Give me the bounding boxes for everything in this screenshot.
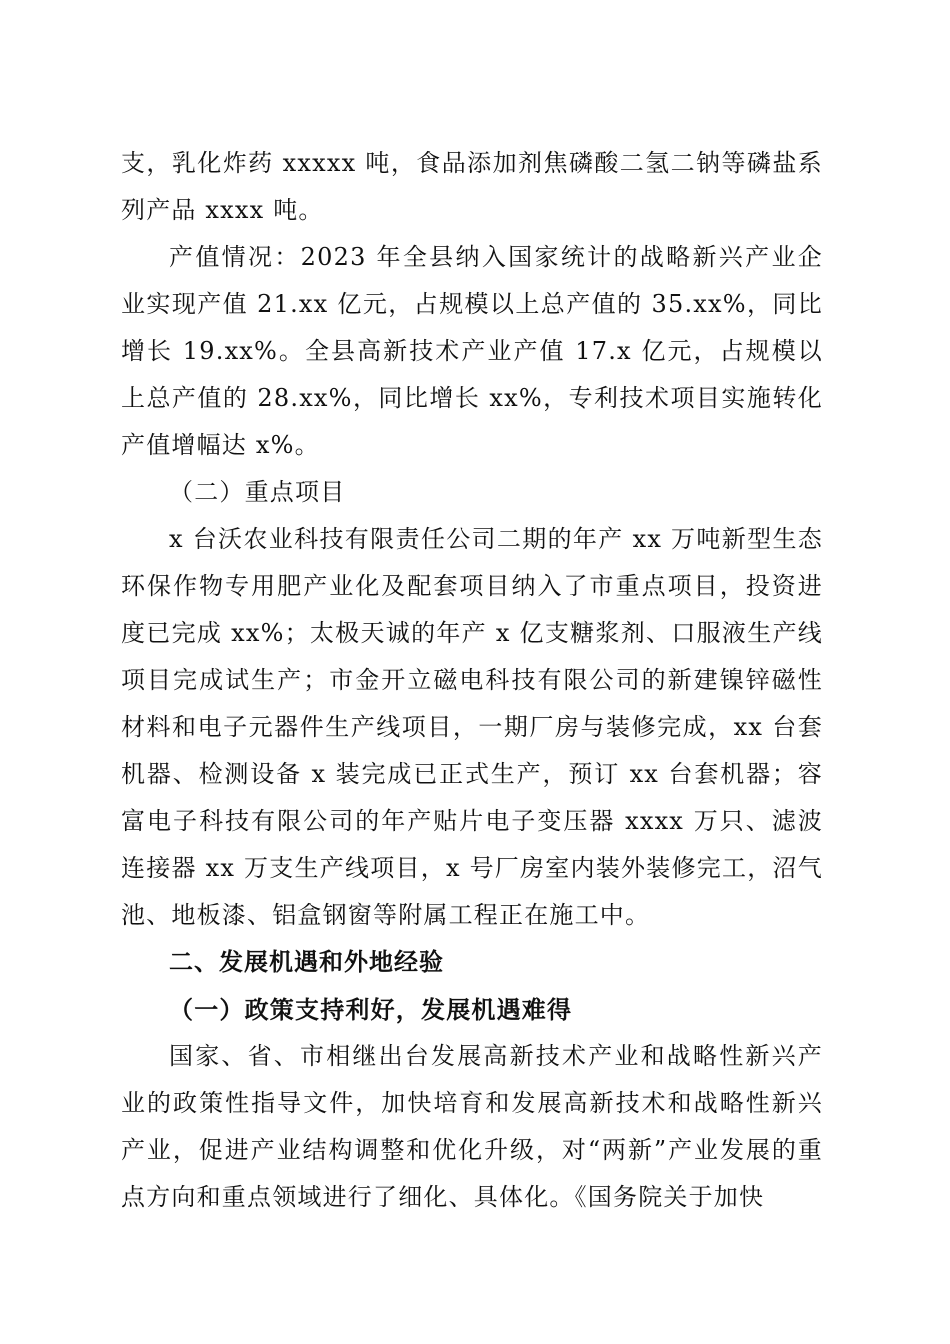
section-heading-policy-support: （一）政策支持利好，发展机遇难得: [169, 995, 573, 1024]
paragraph-key-projects: x 台沃农业科技有限责任公司二期的年产 xx 万吨新型生态环保作物专用肥产业化及配套项目纳入了市重点项目，投资进度已完成 xx%；太极天诚的年产 x 亿支糖浆剂、口服液生产线项目完成试生产；市金开立磁电科技有限公司的新建镍锌磁性材料和电子元器件生产线项目，一期厂房与装修完成，xx 台套机器、检测设备 x 装完成已正式生产，预订 xx 台套机器；容富电子科技有限公司的年产贴片电子变压器 xxxx 万只、滤波连接器 xx 万支生产线项目，x 号厂房室内装外装修完工，沼气池、地板漆、铝盒钢窗等附属工程正在施工中。: [121, 525, 823, 929]
paragraph-phosphate-products: 支，乳化炸药 xxxxx 吨，食品添加剂焦磷酸二氢二钠等磷盐系列产品 xxxx 吨。: [121, 149, 823, 224]
chapter-heading-opportunities: 二、发展机遇和外地经验: [169, 948, 444, 976]
paragraph-output-value: 产值情况：2023 年全县纳入国家统计的战略新兴产业企业实现产值 21.xx 亿元，占规模以上总产值的 35.xx%，同比增长 19.xx%。全县高新技术产业产值 17.x 亿元，占规模以上总产值的 28.xx%，同比增长 xx%，专利技术项目实施转化产值增幅达 x%。: [121, 243, 823, 459]
document-body: [121, 140, 823, 1221]
section-heading-key-projects: （二）重点项目: [169, 478, 346, 506]
paragraph-policy-support: 国家、省、市相继出台发展高新技术产业和战略性新兴产业的政策性指导文件，加快培育和发展高新技术和战略性新兴产业，促进产业结构调整和优化升级，对“两新”产业发展的重点方向和重点领域进行了细化、具体化。《国务院关于加快: [121, 1042, 823, 1211]
